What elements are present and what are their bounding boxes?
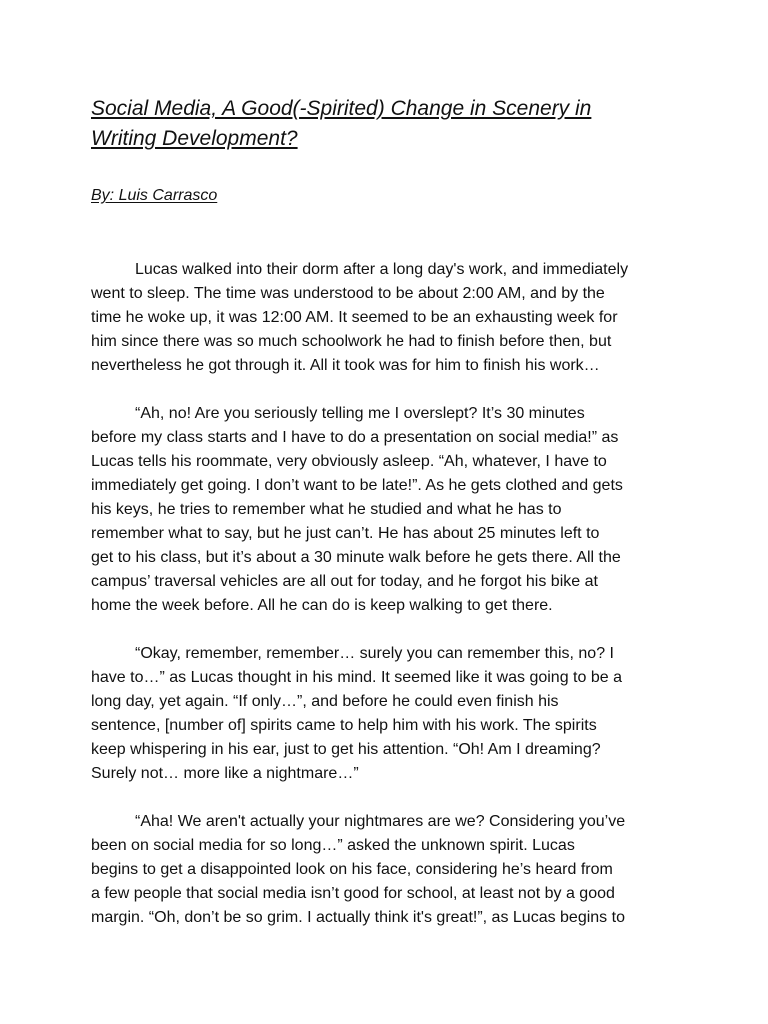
document-title	[91, 94, 691, 154]
text-line: “Aha! We aren't actually your nightmares are we? Considering you’ve	[135, 813, 626, 830]
text-line: begins to get a disappointed look on his face, considering he’s heard from	[91, 861, 613, 878]
text-line: campus’ traversal vehicles are all out for today, and he forgot his bike at	[91, 573, 598, 590]
text-line: before my class starts and I have to do a presentation on social media!” as	[91, 429, 619, 446]
title-line: Writing Development?	[91, 127, 298, 150]
text-line: long day, yet again. “If only…”, and before he could even finish his	[91, 693, 559, 710]
text-line: Lucas walked into their dorm after a long day's work, and immediately	[135, 261, 629, 278]
text-line: nevertheless he got through it. All it took was for him to finish his work…	[91, 357, 600, 374]
paragraph	[91, 402, 691, 618]
text-line: him since there was so much schoolwork he had to finish before then, but	[91, 333, 612, 350]
text-line: sentence, [number of] spirits came to help him with his work. The spirits	[91, 717, 597, 734]
text-line: Lucas tells his roommate, very obviously asleep. “Ah, whatever, I have to	[91, 453, 607, 470]
text-line: been on social media for so long…” asked the unknown spirit. Lucas	[91, 837, 575, 854]
text-line: margin. “Oh, don’t be so grim. I actually think it's great!”, as Lucas begins to	[91, 909, 625, 926]
text-line: “Ah, no! Are you seriously telling me I overslept? It’s 30 minutes	[135, 405, 585, 422]
text-line: have to…” as Lucas thought in his mind. It seemed like it was going to be a	[91, 669, 622, 686]
text-line: remember what to say, but he just can’t. He has about 25 minutes left to	[91, 525, 600, 542]
paragraph	[91, 258, 691, 378]
text-line: time he woke up, it was 12:00 AM. It seemed to be an exhausting week for	[91, 309, 618, 326]
text-line: immediately get going. I don’t want to be late!”. As he gets clothed and gets	[91, 477, 623, 494]
text-line: went to sleep. The time was understood to be about 2:00 AM, and by the	[91, 285, 605, 302]
author-byline: By: Luis Carrasco	[91, 187, 218, 204]
paragraph	[91, 810, 691, 930]
text-line: home the week before. All he can do is keep walking to get there.	[91, 597, 553, 614]
text-line: Surely not… more like a nightmare…”	[91, 765, 359, 782]
paragraph	[91, 642, 691, 786]
text-line: “Okay, remember, remember… surely you can remember this, no? I	[135, 645, 614, 662]
text-line: his keys, he tries to remember what he studied and what he has to	[91, 501, 562, 518]
text-line: get to his class, but it’s about a 30 minute walk before he gets there. All the	[91, 549, 621, 566]
text-line: keep whispering in his ear, just to get his attention. “Oh! Am I dreaming?	[91, 741, 601, 758]
document-body	[91, 258, 691, 954]
title-line: Social Media, A Good(-Spirited) Change in Scenery in	[91, 97, 592, 120]
text-line: a few people that social media isn’t good for school, at least not by a good	[91, 885, 615, 902]
